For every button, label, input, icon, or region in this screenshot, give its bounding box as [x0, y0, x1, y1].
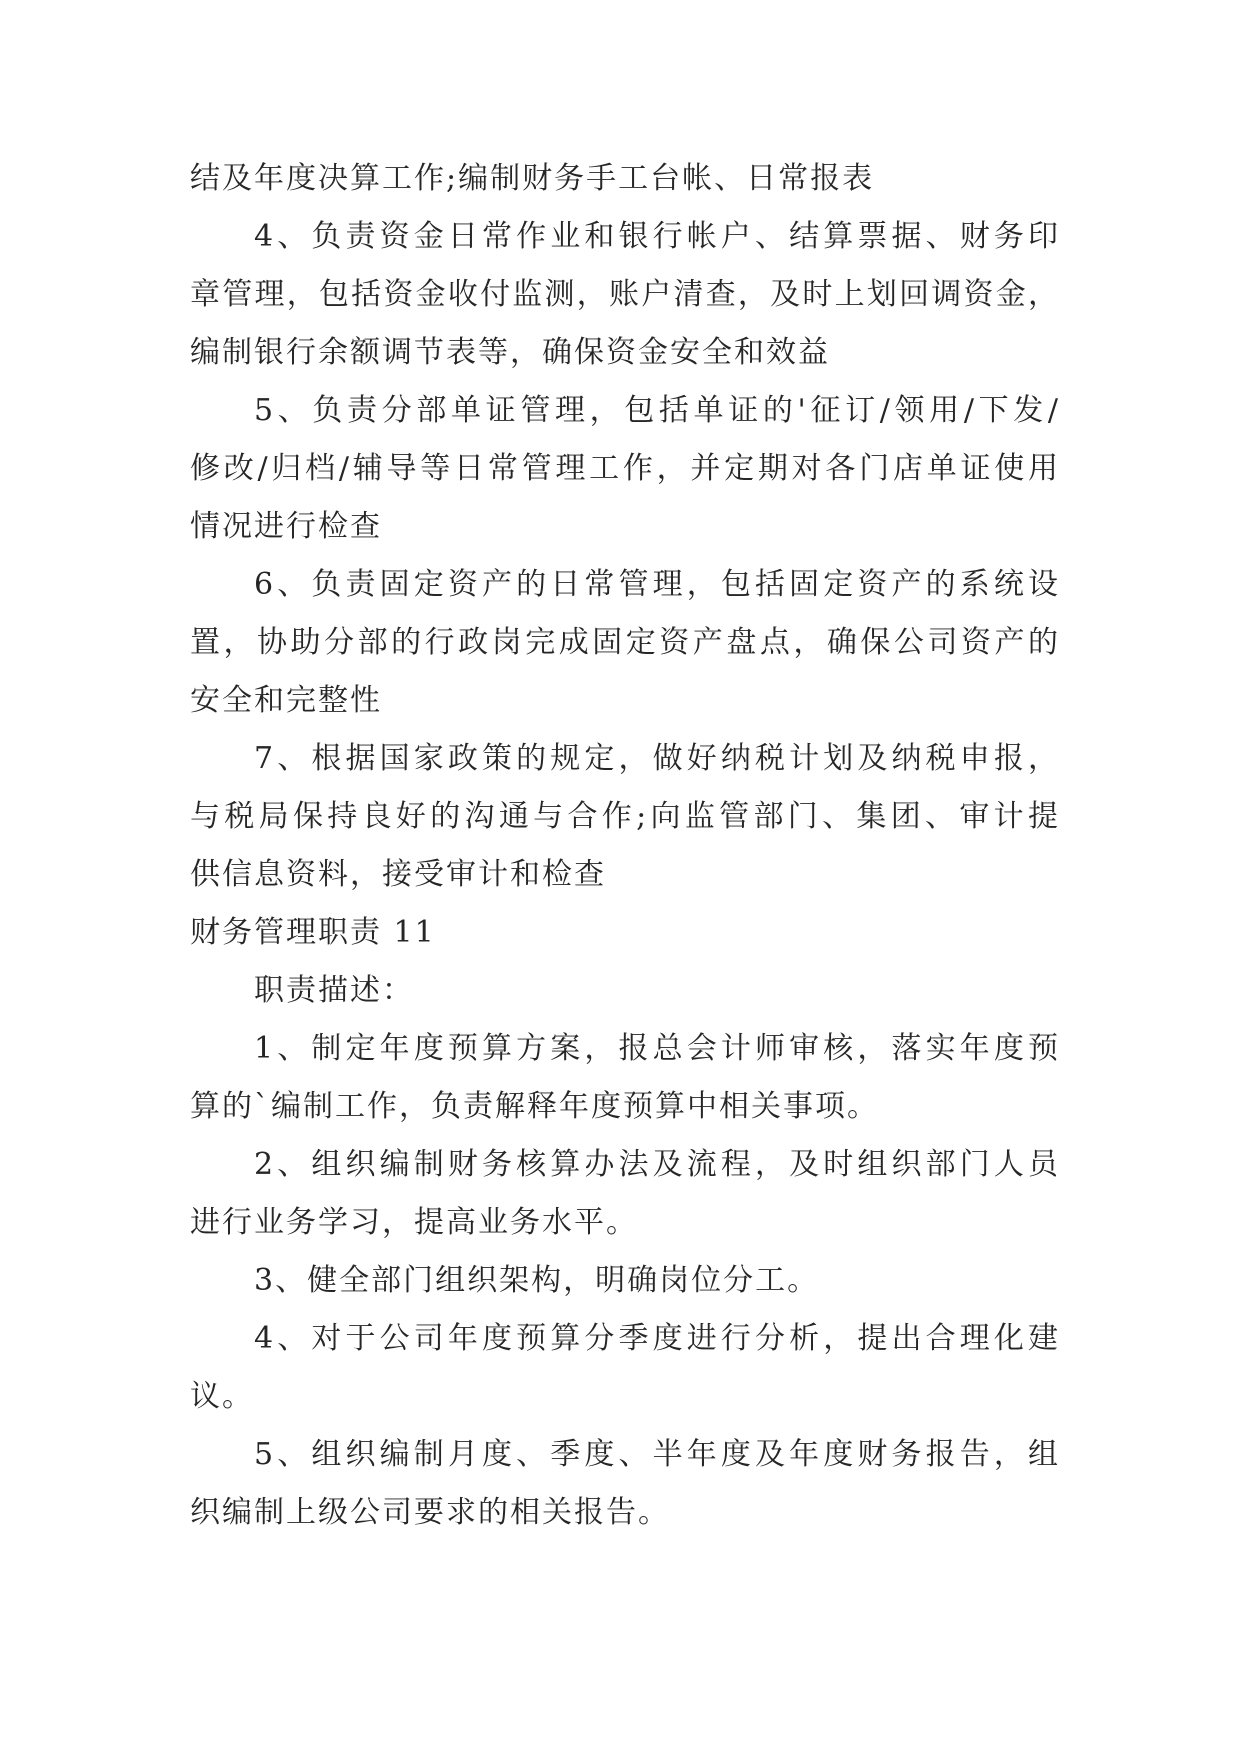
text-line: 进行业务学习，提高业务水平。 [190, 1205, 638, 1240]
text-line: 章管理，包括资金收付监测，账户清查，及时上划回调资金， [190, 277, 1060, 312]
text-line: 议。 [190, 1379, 254, 1414]
text-line: 修改/归档/辅导等日常管理工作，并定期对各门店单证使用 [190, 451, 1060, 486]
text-line: 情况进行检查 [190, 509, 382, 544]
section-heading: 财务管理职责 11 [190, 915, 436, 950]
text-line: 编制银行余额调节表等，确保资金安全和效益 [190, 335, 830, 370]
text-line: 1、制定年度预算方案，报总会计师审核，落实年度预 [254, 1031, 1060, 1066]
text-line: 6、负责固定资产的日常管理，包括固定资产的系统设 [254, 567, 1060, 602]
text-line: 5、负责分部单证管理，包括单证的'征订/领用/下发/ [254, 393, 1060, 428]
text-line: 7、根据国家政策的规定，做好纳税计划及纳税申报， [254, 741, 1060, 776]
document-body [190, 150, 1060, 1542]
text-line: 3、健全部门组织架构，明确岗位分工。 [254, 1263, 820, 1298]
text-line: 算的`编制工作，负责解释年度预算中相关事项。 [190, 1089, 879, 1124]
text-line: 织编制上级公司要求的相关报告。 [190, 1495, 670, 1530]
text-line: 置，协助分部的行政岗完成固定资产盘点，确保公司资产的 [190, 625, 1060, 660]
text-line: 4、对于公司年度预算分季度进行分析，提出合理化建 [254, 1321, 1060, 1356]
text-line: 与税局保持良好的沟通与合作;向监管部门、集团、审计提 [190, 799, 1060, 834]
text-line: 供信息资料，接受审计和检查 [190, 857, 606, 892]
text-line: 结及年度决算工作;编制财务手工台帐、日常报表 [190, 161, 875, 196]
text-line: 5、组织编制月度、季度、半年度及年度财务报告，组 [254, 1437, 1060, 1472]
text-line: 2、组织编制财务核算办法及流程，及时组织部门人员 [254, 1147, 1060, 1182]
text-line: 安全和完整性 [190, 683, 382, 718]
text-line: 职责描述： [254, 973, 414, 1008]
text-line: 4、负责资金日常作业和银行帐户、结算票据、财务印 [254, 219, 1060, 254]
